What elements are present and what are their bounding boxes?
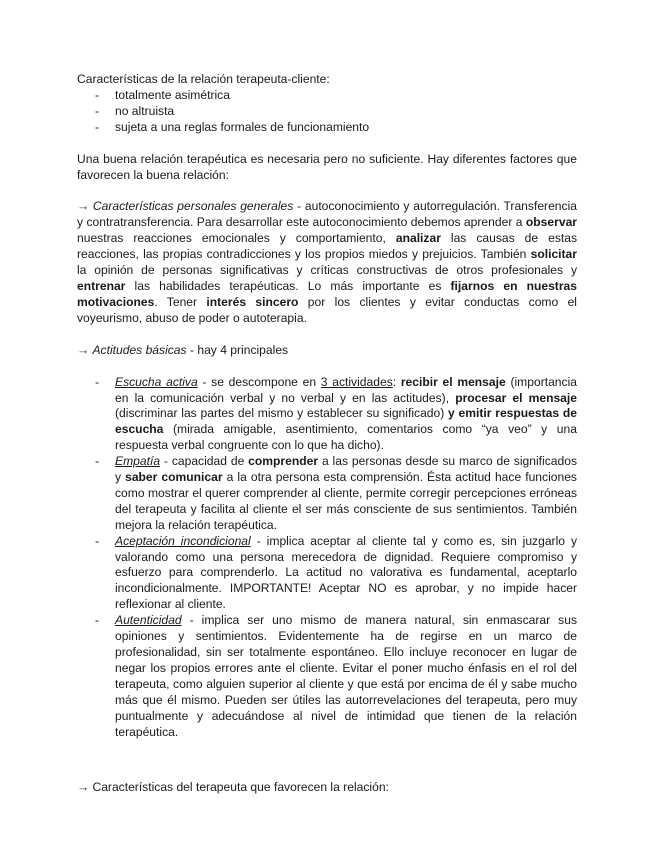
text: - implica ser uno mismo de manera natural, sin enmascarar sus opiniones y sentimientos. Evidentemente ha de regirse en un marco de profesionalidad, sin ser totalmente espontáneo. Ello incluye reconocer en lugar de negar los propios errores ante el cliente. Evitar el poner mucho énfasis en el rol del terapeuta, como alguien superior al cliente y que está por encima de él y sabe mucho más que él mismo. Pueden ser útiles las autorrevelaciones del terapeuta, pero muy puntualmente y adecuándose al nivel de intimidad que tienen de la relación terapéutica. bbox=[115, 613, 577, 739]
bold-term: saber comunicar bbox=[125, 470, 223, 485]
section-title: Características de la relación terapeuta-cliente: bbox=[77, 72, 330, 86]
list-item-escucha bbox=[77, 375, 577, 455]
term-heading: Escucha activa bbox=[115, 374, 198, 389]
list-item: - sujeta a una reglas formales de funcionamiento bbox=[77, 120, 577, 136]
personal-traits-heading: Características personales generales bbox=[92, 199, 294, 214]
text: . Tener bbox=[154, 294, 207, 309]
text: (mirada amigable, asentimiento, comentarios como “ya veo” y una respuesta verbal congruente con lo que ha dicho). bbox=[115, 422, 577, 453]
bold-term: solicitar bbox=[530, 247, 577, 262]
text: (importancia en la comunicación verbal y no verbal y en las actitudes), bbox=[115, 374, 577, 405]
text: a la otra persona esta comprensión. Ésta actitud hace funciones como mostrar el querer comprender al cliente, permite corregir percepciones erróneas del terapeuta y facilita al cliente el ser más consciente de sus sentimientos. También mejora la relación terapéutica. bbox=[115, 470, 577, 532]
term-heading: Empatía bbox=[115, 454, 161, 469]
list-item: - totalmente asimétrica bbox=[77, 88, 577, 104]
intro-paragraph: Una buena relación terapéutica es necesaria pero no suficiente. Hay diferentes factores que favorecen la buena relación: bbox=[77, 151, 577, 182]
text: - se descompone en bbox=[197, 374, 321, 389]
text: - autoconocimiento y autorregulación. Transferencia y contratransferencia. Para desarrollar este autoconocimiento debemos aprender a bbox=[77, 199, 577, 230]
bold-term: entrenar bbox=[77, 278, 126, 293]
bold-term: y emitir respuestas de escucha bbox=[115, 406, 577, 437]
bold-term: recibir el mensaje bbox=[400, 374, 506, 389]
list-item: - no altruista bbox=[77, 104, 577, 120]
bold-term: fijarnos en nuestras motivaciones bbox=[77, 278, 577, 309]
text: por los clientes y evitar conductas como el voyeurismo, abuso de poder o autoterapia. bbox=[77, 294, 577, 325]
relation-traits-list bbox=[77, 88, 577, 136]
text: - hay 4 principales bbox=[186, 342, 289, 357]
text: a las personas desde su marco de significados y bbox=[115, 454, 577, 485]
list-item-autenticidad bbox=[77, 613, 577, 740]
bold-term: interés sincero bbox=[206, 294, 299, 309]
basic-attitudes-heading bbox=[77, 343, 577, 359]
text: (discriminar las partes del mismo y establecer su significado) bbox=[115, 406, 449, 421]
text: las habilidades terapéuticas. Lo más importante es bbox=[125, 278, 451, 293]
arrow-icon: → bbox=[77, 199, 90, 214]
text: - capacidad de bbox=[160, 454, 249, 469]
document-page bbox=[77, 72, 577, 796]
attitudes-title: Actitudes básicas bbox=[92, 342, 187, 357]
text: : bbox=[392, 374, 401, 389]
bold-term: observar bbox=[525, 215, 577, 230]
arrow-icon: → bbox=[77, 342, 90, 357]
list-item-empatia bbox=[77, 454, 577, 534]
underlined-text: 3 actividades bbox=[320, 374, 393, 389]
personal-traits-paragraph bbox=[77, 199, 577, 326]
text: las causas de estas reacciones, las propias contradicciones y los propios miedos y prejuicios. También bbox=[77, 231, 578, 262]
bold-term: analizar bbox=[395, 231, 441, 246]
list-item-aceptacion bbox=[77, 534, 577, 614]
bold-term: comprender bbox=[248, 454, 319, 469]
text: - implica aceptar al cliente tal y como es, sin juzgarlo y valorando como una persona merecedora de dignidad. Requiere compromiso y esfuerzo para comprenderlo. La actitud no valorativa es fundamental, aceptarlo incondicionalmente. IMPORTANTE! Aceptar NO es aprobar, y no impide hacer reflexionar al cliente. bbox=[115, 533, 578, 612]
text: nuestras reacciones emocionales y comportamiento, bbox=[77, 231, 396, 246]
text: la opinión de personas significativas y críticas constructivas de otros profesionales y bbox=[77, 263, 577, 278]
therapist-traits-heading: → Características del terapeuta que favorecen la relación: bbox=[77, 780, 389, 795]
bold-term: procesar el mensaje bbox=[455, 390, 577, 405]
term-heading: Autenticidad bbox=[115, 613, 182, 628]
attitudes-list bbox=[77, 375, 577, 741]
term-heading: Aceptación incondicional bbox=[115, 533, 251, 548]
